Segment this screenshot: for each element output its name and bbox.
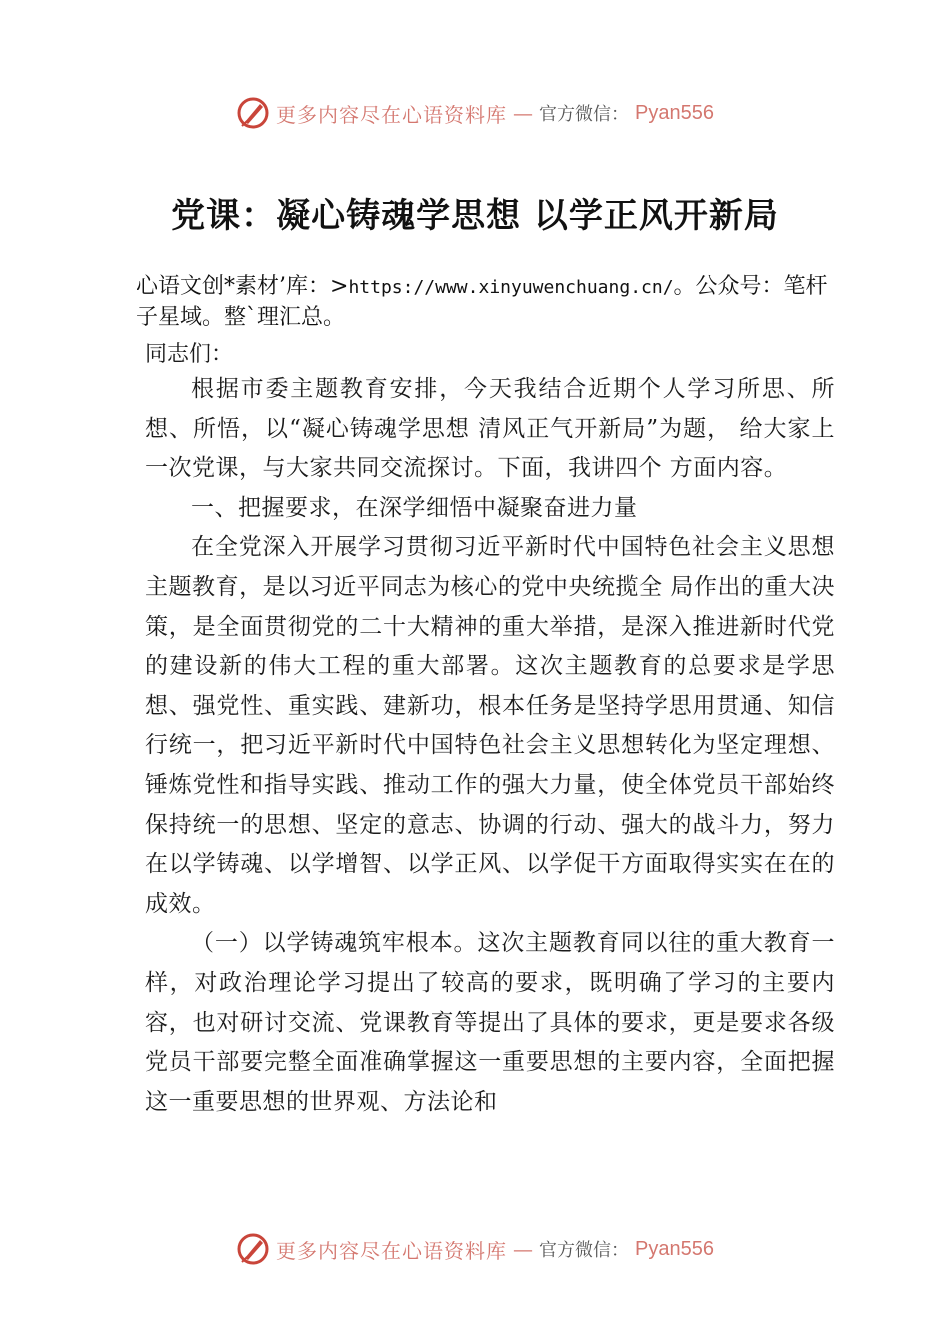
paragraph-subsection-one: （一）以学铸魂筑牢根本。这次主题教育同以往的重大教育一样，对政治理论学习提出了较高的要求，既明确了学习的主要内容，也对研讨交流、党课教育等提出了具体的要求，更是要求各级党员干部要完整全面准确掌握这一重要思想的主要内容，全面把握这一重要思想的世界观、方法论和 (145, 930, 835, 1115)
banner-site-text: 更多内容尽在心语资料库 (276, 102, 508, 127)
source-prefix: 心语文创*素材’库：> (136, 274, 349, 299)
document-body (145, 370, 835, 1122)
banner-wechat-id: Pyan556 (635, 1237, 714, 1260)
banner-wechat-label: 官方微信： (539, 104, 630, 125)
section-heading: 一、把握要求，在深学细悟中凝聚奋进力量 (191, 494, 638, 521)
paragraph-intro: 根据市委主题教育安排，今天我结合近期个人学习所思、所想、所悟，以“凝心铸魂学思想 清风正气开新局”为题， 给大家上一次党课，与大家共同交流探讨。下面，我讲四个 方面内容。 (145, 376, 835, 482)
source-suffix: 。公众号：笔杆子星域。整`理汇总。 (136, 274, 828, 330)
source-url[interactable]: https://www.xinyuwenchuang.cn/ (348, 277, 674, 298)
banner-wechat-label: 官方微信： (539, 1240, 630, 1261)
banner-site-text: 更多内容尽在心语资料库 (276, 1238, 508, 1263)
pen-logo-icon (236, 1232, 270, 1266)
greeting: 同志们： (145, 342, 234, 367)
bottom-banner (0, 1232, 950, 1266)
top-banner (0, 96, 950, 130)
banner-dash: — (513, 1237, 534, 1261)
banner-wechat-id: Pyan556 (635, 101, 714, 124)
document-title: 党课：凝心铸魂学思想 以学正风开新局 (171, 196, 779, 236)
banner-dash: — (513, 101, 534, 125)
source-note (136, 272, 836, 333)
paragraph-section-one: 在全党深入开展学习贯彻习近平新时代中国特色社会主义思想主题教育，是以习近平同志为核心的党中央统揽全 局作出的重大决策，是全面贯彻党的二十大精神的重大举措，是深入推进新时代党的建设新的伟大工程的重大部署。这次主题教育的总要求是学思想、强党性、重实践、建新功，根本任务是坚持学思用贯通、知信行统一，把习近平新时代中国特色社会主义思想转化为坚定理想、锤炼党性和指导实践、推动工作的强大力量，使全体党员干部始终保持统一的思想、坚定的意志、协调的行动、强大的战斗力，努力在以学铸魂、以学增智、以学正风、以学促干方面取得实实在在的成效。 (145, 534, 835, 917)
pen-logo-icon (236, 96, 270, 130)
